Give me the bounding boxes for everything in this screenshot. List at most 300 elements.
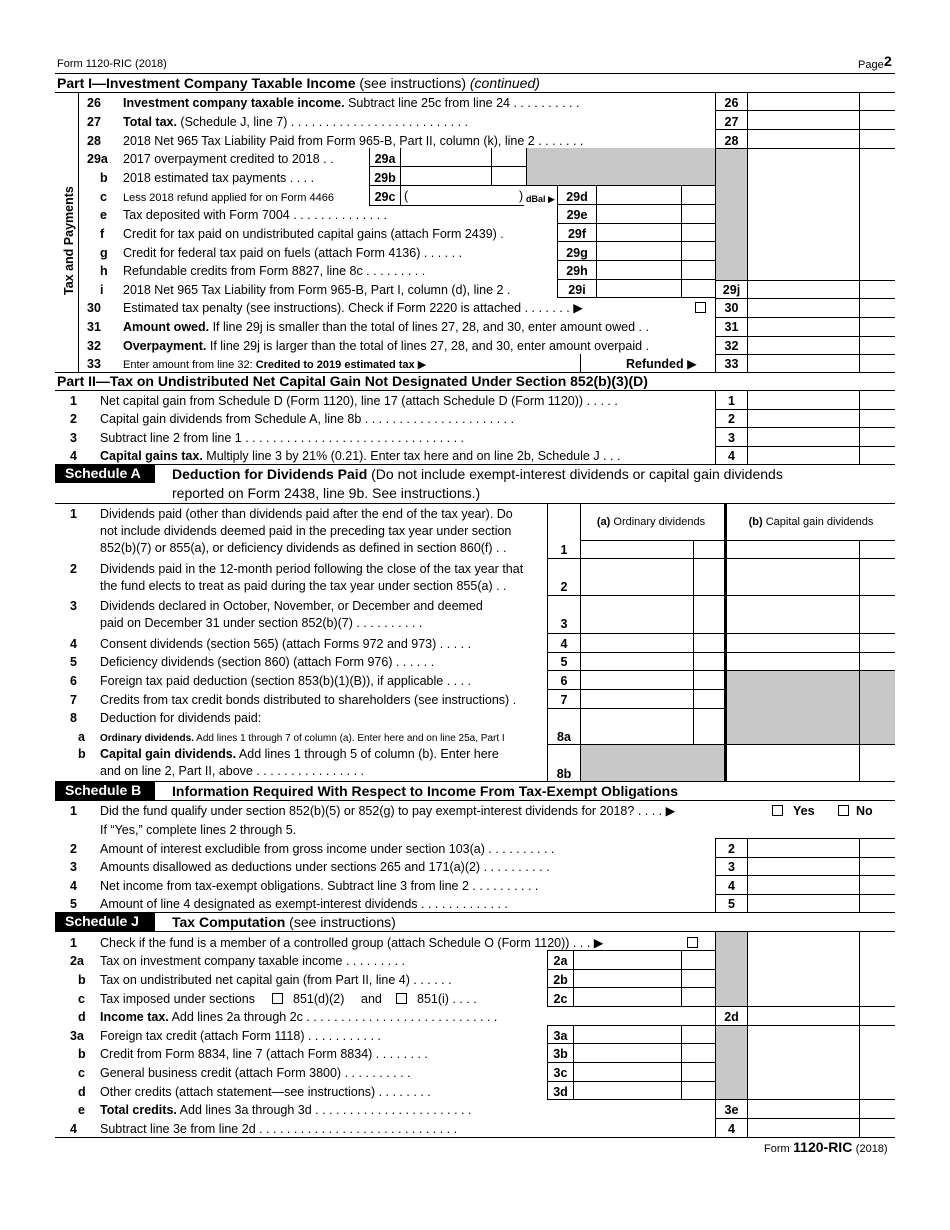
sa-line-6: Foreign tax paid deduction (section 853(b)(1)(B)), if applicable . . . . bbox=[100, 674, 472, 688]
box-label: 2 bbox=[560, 580, 568, 594]
sched-a-rule bbox=[55, 503, 895, 504]
line-text: Amount of line 4 designated as exempt-interest dividends bbox=[100, 897, 418, 911]
line-text: Credit for federal tax paid on fuels (attach Form 4136) bbox=[123, 246, 421, 260]
sa-line-1a: Dividends paid (other than dividends paid after the end of the tax year). Do bbox=[100, 507, 513, 521]
p2-line-1-amount[interactable] bbox=[748, 391, 859, 409]
sb-line-2: Amount of interest excludible from gross income under section 103(a) . . . . . . . . . . bbox=[100, 842, 555, 856]
box-label: 4 bbox=[560, 637, 568, 651]
sj-line-3a: Foreign tax credit (attach Form 1118) . . . . . . . . . . . bbox=[100, 1029, 381, 1043]
box-label: 4 bbox=[728, 1122, 735, 1136]
line-number: 29a bbox=[87, 152, 108, 166]
sched-j-top-rule bbox=[55, 912, 895, 913]
sa-line-5-col-b[interactable] bbox=[728, 653, 859, 670]
sj-line-2b: Tax on undistributed net capital gain (from Part II, line 4) . . . . . . bbox=[100, 973, 452, 987]
line-text: Enter amount from line 32: bbox=[123, 359, 256, 371]
line-29i-text: 2018 Net 965 Tax Liability from Form 965-B, Part I, column (d), line 2 . bbox=[123, 283, 511, 297]
line-number: e bbox=[78, 1103, 85, 1117]
line-text: Add lines 1 through 7 of column (a). Enter here and on line 25a, Part I bbox=[193, 733, 505, 744]
sched-b-top-rule bbox=[55, 781, 895, 782]
col-a-header bbox=[580, 514, 722, 530]
sa-line-8a-col-a[interactable] bbox=[581, 709, 693, 744]
rule bbox=[715, 110, 895, 111]
box-label: 30 bbox=[724, 301, 739, 315]
line-number: 7 bbox=[70, 693, 77, 707]
line-text: Foreign tax credit (attach Form 1118) bbox=[100, 1029, 305, 1043]
sa-line-8b bbox=[100, 746, 499, 762]
box-label: 8a bbox=[557, 730, 571, 744]
sa-line-6-col-a[interactable] bbox=[581, 671, 693, 689]
sj-line-3b: Credit from Form 8834, line 7 (attach Form 8834) . . . . . . . . bbox=[100, 1047, 428, 1061]
line-29e-text: Tax deposited with Form 7004 . . . . . . . . . . . . . . bbox=[123, 208, 388, 222]
form-id: Form 1120-RIC (2018) bbox=[57, 58, 167, 70]
line-text: Consent dividends (section 565) (attach Forms 972 and 973) bbox=[100, 637, 437, 651]
sj-line-3d-amount[interactable] bbox=[574, 1082, 681, 1099]
schedule-a-tag: Schedule A bbox=[55, 465, 155, 483]
sb-line-3-amount[interactable] bbox=[748, 858, 859, 875]
refunded-text: Refunded bbox=[626, 357, 684, 371]
rule bbox=[580, 354, 581, 372]
box-label: 2 bbox=[728, 412, 735, 426]
box-label: 2b bbox=[553, 973, 568, 987]
sec-851d2-checkbox[interactable] bbox=[272, 993, 283, 1004]
box-label: 3 bbox=[728, 431, 735, 445]
sa-line-8b-col-b[interactable] bbox=[728, 745, 859, 781]
line-number: 8 bbox=[70, 711, 77, 725]
line-29b-amount[interactable] bbox=[401, 167, 491, 184]
line-32-text: Overpayment. If line 29j is larger than the total of lines 27, 28, and 30, enter amount overpaid . bbox=[123, 339, 650, 353]
line-27-amount[interactable] bbox=[748, 112, 859, 129]
p2-line-2-amount[interactable] bbox=[748, 410, 859, 427]
line-number: 33 bbox=[87, 357, 101, 371]
line-29e-amount[interactable] bbox=[597, 205, 681, 223]
rule bbox=[859, 671, 860, 744]
line-33-amount[interactable] bbox=[748, 354, 859, 371]
box-label: 29g bbox=[566, 246, 588, 260]
line-text: Capital gain dividends from Schedule A, line 8b bbox=[100, 412, 362, 426]
line-number: i bbox=[100, 283, 104, 297]
line-text: 851(i) bbox=[417, 992, 449, 1006]
line-bold: Ordinary dividends. bbox=[100, 733, 194, 744]
line-29h-text: Refundable credits from Form 8827, line 8c . . . . . . . . . bbox=[123, 264, 426, 278]
line-text: 2018 Net 965 Tax Liability from Form 965-B, Part I, column (d), line 2 bbox=[123, 283, 504, 297]
box-label: 5 bbox=[560, 655, 568, 669]
box-label: 2a bbox=[553, 954, 568, 968]
box-label: 26 bbox=[724, 96, 739, 110]
dbal-text: dBal bbox=[526, 194, 546, 204]
schedule-j-title bbox=[172, 914, 396, 930]
sa-line-1-col-b[interactable] bbox=[728, 541, 859, 558]
line-31-amount[interactable] bbox=[748, 317, 859, 334]
box-label: 3 bbox=[728, 860, 735, 874]
line-text: Other credits (attach statement—see instructions) bbox=[100, 1085, 376, 1099]
sa-line-1b: not include dividends deemed paid in the preceding tax year under section bbox=[100, 524, 512, 538]
box-label: 29f bbox=[567, 227, 587, 241]
line-text: Add lines 1 through 5 of column (b). Enter here bbox=[236, 747, 499, 761]
part1-title-bold: Part I—Investment Company Taxable Income bbox=[57, 75, 356, 91]
line-number: 2 bbox=[70, 412, 77, 426]
box-label: 29j bbox=[722, 283, 741, 297]
col-b-text: Capital gain dividends bbox=[762, 516, 874, 528]
box-label: 31 bbox=[724, 320, 739, 334]
line-29d-amount[interactable] bbox=[597, 186, 681, 204]
line-29f-text: Credit for tax paid on undistributed capital gains (attach Form 2439) . bbox=[123, 227, 504, 241]
line-30-text: Estimated tax penalty (see instructions). Check if Form 2220 is attached . . . . . . . ▶ bbox=[123, 301, 583, 315]
line-number: 4 bbox=[70, 879, 77, 893]
sj-line-3e-amount[interactable] bbox=[748, 1100, 859, 1118]
bottom-rule bbox=[55, 1137, 895, 1138]
line-number: a bbox=[78, 730, 85, 744]
line-text: 852(b)(7) or 855(a), or deficiency dividends as defined in section 860(f) bbox=[100, 541, 493, 555]
schedule-b-tag: Schedule B bbox=[55, 782, 155, 800]
col-b-header bbox=[727, 514, 895, 530]
sb-line-5-amount[interactable] bbox=[748, 895, 859, 912]
part1-title bbox=[57, 75, 540, 91]
sa-line-4-col-b[interactable] bbox=[728, 634, 859, 652]
line-text: Add lines 2a through 2c bbox=[168, 1010, 303, 1024]
sa-line-2-col-b[interactable] bbox=[728, 559, 859, 595]
box-label: 3a bbox=[553, 1029, 568, 1043]
line-29a-text: 2017 overpayment credited to 2018 . . bbox=[123, 152, 334, 166]
line-bold: Amount owed. bbox=[123, 320, 210, 334]
line-26-amount[interactable] bbox=[748, 93, 859, 110]
sa-line-7: Credits from tax credit bonds distributed to shareholders (see instructions) . bbox=[100, 693, 517, 707]
sa-line-2-col-a[interactable] bbox=[581, 559, 693, 595]
p2-line-4-text: Capital gains tax. Multiply line 3 by 21% (0.21). Enter tax here and on line 2b, Schedule J . . . bbox=[100, 449, 621, 463]
title-bold: Tax Computation bbox=[172, 914, 286, 930]
sb-line-4-amount[interactable] bbox=[748, 876, 859, 894]
sa-line-4-col-a[interactable] bbox=[581, 634, 693, 652]
line-number: 32 bbox=[87, 339, 101, 353]
line-text: the fund elects to treat as paid during the tax year under section 855(a) bbox=[100, 579, 493, 593]
title-bold: Deduction for Dividends Paid bbox=[172, 466, 368, 482]
line-29b-text: 2018 estimated tax payments . . . . bbox=[123, 171, 315, 185]
no-label: No bbox=[856, 804, 873, 818]
col-b-label: (b) bbox=[748, 516, 763, 528]
shaded-j-2 bbox=[716, 1025, 747, 1099]
credited-2019-amount[interactable] bbox=[470, 355, 580, 371]
line-text: Deficiency dividends (section 860) (attach Form 976) bbox=[100, 655, 393, 669]
controlled-group-checkbox[interactable] bbox=[687, 937, 698, 948]
box-label: 29d bbox=[566, 190, 588, 204]
sched-b-rule bbox=[55, 800, 895, 801]
shaded-j-1 bbox=[716, 932, 747, 1006]
box-label: 3d bbox=[553, 1085, 568, 1099]
line-number: h bbox=[100, 264, 108, 278]
sj-line-2c bbox=[100, 991, 255, 1007]
line-number: 1 bbox=[70, 394, 77, 408]
sa-line-5: Deficiency dividends (section 860) (attach Form 976) . . . . . . bbox=[100, 655, 435, 669]
line-28-amount[interactable] bbox=[748, 130, 859, 147]
line-text: 2017 overpayment credited to 2018 bbox=[123, 152, 320, 166]
sched-a-top-rule bbox=[55, 464, 895, 465]
box-label: 29c bbox=[374, 190, 396, 204]
sb-line-4: Net income from tax-exempt obligations. Subtract line 3 from line 2 . . . . . . . . . . bbox=[100, 879, 539, 893]
line-30-amount[interactable] bbox=[748, 298, 859, 315]
schedule-b-title: Information Required With Respect to Income From Tax-Exempt Obligations bbox=[172, 783, 678, 799]
line-27-text: Total tax. (Schedule J, line 7) . . . . . . . . . . . . . . . . . . . . . . . . . . bbox=[123, 115, 469, 129]
line-number: 2 bbox=[70, 562, 77, 576]
col-a-label: (a) bbox=[596, 516, 611, 528]
sa-line-1c: 852(b)(7) or 855(a), or deficiency dividends as defined in section 860(f) . . bbox=[100, 541, 507, 555]
line-bold: Investment company taxable income. bbox=[123, 96, 345, 110]
line-29c-text: Less 2018 refund applied for on Form 4466 bbox=[123, 192, 334, 204]
box-label: 28 bbox=[724, 134, 739, 148]
sb-line-3: Amounts disallowed as deductions under sections 265 and 171(a)(2) . . . . . . . . . . bbox=[100, 860, 550, 874]
p2-line-3-amount[interactable] bbox=[748, 428, 859, 446]
line-number: 4 bbox=[70, 449, 77, 463]
line-number: c bbox=[78, 992, 85, 1006]
box-label: 33 bbox=[724, 357, 739, 371]
line-text: Tax on undistributed net capital gain (from Part II, line 4) bbox=[100, 973, 410, 987]
line-text: Tax on investment company taxable income bbox=[100, 954, 343, 968]
line-number: 28 bbox=[87, 134, 101, 148]
sj-line-2b-amount[interactable] bbox=[574, 970, 681, 987]
line-number: e bbox=[100, 208, 107, 222]
sec-851i-checkbox[interactable] bbox=[396, 993, 407, 1004]
schedule-j-tag: Schedule J bbox=[55, 913, 155, 931]
no-checkbox[interactable] bbox=[838, 805, 849, 816]
line-text: and on line 2, Part II, above bbox=[100, 764, 253, 778]
sb-line-1-note: If “Yes,” complete lines 2 through 5. bbox=[100, 823, 297, 837]
box-label: 29h bbox=[566, 264, 588, 278]
line-number: c bbox=[78, 1066, 85, 1080]
line-bold: Capital gain dividends. bbox=[100, 747, 237, 761]
rule bbox=[715, 148, 895, 149]
line-bold: Total credits. bbox=[100, 1103, 177, 1117]
sa-line-2b: the fund elects to treat as paid during the tax year under section 855(a) . . bbox=[100, 579, 507, 593]
line-text: Amount of interest excludible from gross income under section 103(a) bbox=[100, 842, 485, 856]
box-label: 5 bbox=[728, 897, 735, 911]
sa-line-8b-2: and on line 2, Part II, above . . . . . . . . . . . . . . . . bbox=[100, 764, 365, 778]
line-text: Net capital gain from Schedule D (Form 1120), line 17 (attach Schedule D (Form 1120)) bbox=[100, 394, 584, 408]
shaded-29a-29b bbox=[526, 148, 715, 185]
line-text: Foreign tax paid deduction (section 853(b)(1)(B)), if applicable bbox=[100, 674, 444, 688]
sj-line-3c-amount[interactable] bbox=[574, 1063, 681, 1081]
box-label: 2d bbox=[724, 1010, 739, 1024]
box-label: 1 bbox=[560, 543, 568, 557]
box-label: 8b bbox=[556, 767, 572, 781]
rule bbox=[715, 129, 895, 130]
box-label: 6 bbox=[560, 674, 568, 688]
line-text: Net income from tax-exempt obligations. Subtract line 3 from line 2 bbox=[100, 879, 469, 893]
line-text: If line 29j is larger than the total of lines 27, 28, and 30, enter amount overpaid bbox=[206, 339, 643, 353]
footer-form-name: 1120-RIC bbox=[793, 1139, 853, 1155]
line-number: 5 bbox=[70, 897, 77, 911]
line-text: Estimated tax penalty (see instructions). Check if Form 2220 is attached bbox=[123, 301, 522, 315]
header-rule bbox=[55, 73, 895, 74]
line-29f-amount[interactable] bbox=[597, 224, 681, 241]
box-label: 3 bbox=[560, 617, 568, 631]
line-bold: Credited to 2019 estimated tax bbox=[255, 359, 415, 371]
line-text: paid on December 31 under section 852(b)(7) bbox=[100, 616, 353, 630]
box-label: 3c bbox=[553, 1066, 568, 1080]
sj-line-2d-amount[interactable] bbox=[748, 1007, 859, 1025]
line-number: 30 bbox=[87, 301, 101, 315]
line-text: Credit from Form 8834, line 7 (attach Form 8834) bbox=[100, 1047, 373, 1061]
sec-851d2-label: 851(d)(2) bbox=[293, 992, 345, 1006]
line-text: If line 29j is smaller than the total of lines 27, 28, and 30, enter amount owed bbox=[209, 320, 636, 334]
line-number: 4 bbox=[70, 1122, 77, 1136]
box-label: 3b bbox=[553, 1047, 568, 1061]
form-2220-checkbox[interactable] bbox=[695, 302, 706, 313]
line-32-amount[interactable] bbox=[748, 336, 859, 353]
line-number: b bbox=[100, 171, 108, 185]
line-number: b bbox=[78, 747, 86, 761]
rule bbox=[693, 745, 694, 781]
box-label: 2c bbox=[553, 992, 568, 1006]
p1-cents-rule bbox=[859, 92, 860, 372]
sj-line-2a-amount[interactable] bbox=[574, 951, 681, 969]
side-divider bbox=[78, 92, 79, 372]
sb-line-2-amount[interactable] bbox=[748, 839, 859, 857]
p2-line-3-text: Subtract line 2 from line 1 . . . . . . . . . . . . . . . . . . . . . . . . . . . . . . . . bbox=[100, 431, 465, 445]
p1-shaded-box-col bbox=[716, 148, 747, 280]
rule bbox=[369, 205, 524, 206]
line-29i-amount[interactable] bbox=[597, 280, 681, 297]
line-bold: Total tax. bbox=[123, 115, 177, 129]
line-number: 26 bbox=[87, 96, 101, 110]
sj-line-2a: Tax on investment company taxable income . . . . . . . . . bbox=[100, 954, 406, 968]
rule bbox=[715, 298, 895, 299]
title-normal: (Do not include exempt-interest dividends or capital gain dividends bbox=[367, 466, 783, 482]
box-label: 4 bbox=[728, 879, 735, 893]
line-text: Multiply line 3 by 21% (0.21). Enter tax here and on line 2b, Schedule J bbox=[202, 449, 600, 463]
line-number: 3 bbox=[70, 431, 77, 445]
p2-line-2-text: Capital gain dividends from Schedule A, line 8b . . . . . . . . . . . . . . . . . . . . . . bbox=[100, 412, 515, 426]
line-number: 1 bbox=[70, 507, 77, 521]
refunded-label: Refunded ▶ bbox=[626, 357, 697, 371]
shaded-col-b-6-8a bbox=[727, 671, 895, 744]
sj-line-3a-amount[interactable] bbox=[574, 1026, 681, 1043]
line-number: 4 bbox=[70, 637, 77, 651]
rule bbox=[715, 336, 895, 337]
line-number: b bbox=[78, 1047, 86, 1061]
sj-line-2c-amount[interactable] bbox=[574, 988, 681, 1006]
sj-line-3b-amount[interactable] bbox=[574, 1044, 681, 1062]
line-29j-amount[interactable] bbox=[748, 280, 859, 297]
box-label: 29a bbox=[374, 152, 396, 166]
part2-title: Part II—Tax on Undistributed Net Capital Gain Not Designated Under Section 852(b)(3)(D) bbox=[57, 373, 648, 389]
line-text: General business credit (attach Form 3800) bbox=[100, 1066, 342, 1080]
part1-title-italic: (continued) bbox=[469, 75, 540, 91]
sa-line-3a: Dividends declared in October, November, or December and deemed bbox=[100, 599, 483, 613]
box-label: 32 bbox=[724, 339, 739, 353]
tax-and-payments-label: Tax and Payments bbox=[62, 186, 76, 295]
line-29g-amount[interactable] bbox=[597, 242, 681, 260]
line-28-text: 2018 Net 965 Tax Liability Paid from Form 965-B, Part II, column (k), line 2 . . . . . . . bbox=[123, 134, 584, 148]
line-number: 1 bbox=[70, 936, 77, 950]
rule bbox=[715, 354, 895, 355]
sj-line-3c: General business credit (attach Form 3800) . . . . . . . . . . bbox=[100, 1066, 411, 1080]
box-label: 4 bbox=[728, 449, 735, 463]
line-number: c bbox=[100, 190, 107, 204]
line-text: Refundable credits from Form 8827, line 8c bbox=[123, 264, 363, 278]
line-number: f bbox=[100, 227, 105, 241]
sj-line-3d: Other credits (attach statement—see instructions) . . . . . . . . bbox=[100, 1085, 431, 1099]
line-31-text: Amount owed. If line 29j is smaller than the total of lines 27, 28, and 30, enter amount owed . . bbox=[123, 320, 649, 334]
box-label: 29i bbox=[568, 283, 586, 297]
line-29h-amount[interactable] bbox=[597, 261, 681, 279]
paren-open: ( bbox=[404, 189, 409, 203]
line-29c-amount[interactable] bbox=[410, 186, 515, 204]
footer-form-id bbox=[764, 1139, 888, 1157]
sb-line-1: Did the fund qualify under section 852(b)(5) or 852(g) to pay exempt-interest dividends for 2018? . . . . ▶ bbox=[100, 804, 676, 818]
line-text: Tax deposited with Form 7004 bbox=[123, 208, 290, 222]
line-number: g bbox=[100, 246, 108, 260]
schedule-a-title-line2: reported on Form 2438, line 9b. See instructions.) bbox=[172, 485, 481, 501]
sj-line-2d: Income tax. Add lines 2a through 2c . . . . . . . . . . . . . . . . . . . . . . . . . . . . bbox=[100, 1010, 498, 1024]
and-label: and bbox=[361, 992, 382, 1006]
line-26-text: Investment company taxable income. Subtract line 25c from line 24 . . . . . . . . . . bbox=[123, 96, 580, 110]
sj-line-4: Subtract line 3e from line 2d . . . . . . . . . . . . . . . . . . . . . . . . . . . . . bbox=[100, 1122, 458, 1136]
sa-line-1-col-a[interactable] bbox=[581, 541, 693, 558]
sa-line-3-col-a[interactable] bbox=[581, 596, 693, 633]
page-number: 2 bbox=[884, 53, 892, 69]
footer-prefix: Form bbox=[764, 1143, 790, 1155]
box-label: 3e bbox=[724, 1103, 739, 1117]
line-number: d bbox=[78, 1010, 86, 1024]
sa-line-7-col-a[interactable] bbox=[581, 690, 693, 708]
title-normal: (see instructions) bbox=[285, 914, 396, 930]
sa-line-3-col-b[interactable] bbox=[728, 596, 859, 633]
sa-line-8: Deduction for dividends paid: bbox=[100, 711, 262, 725]
line-number: d bbox=[78, 1085, 86, 1099]
box-label: 7 bbox=[560, 693, 568, 707]
line-29a-amount[interactable] bbox=[401, 149, 491, 166]
line-number: 5 bbox=[70, 655, 77, 669]
footer-year: (2018) bbox=[855, 1143, 888, 1155]
box-label: 27 bbox=[724, 115, 739, 129]
line-text: Credit for tax paid on undistributed capital gains (attach Form 2439) bbox=[123, 227, 497, 241]
line-text: Check if the fund is a member of a controlled group (attach Schedule O (Form 1120)) bbox=[100, 936, 570, 950]
rule bbox=[526, 148, 527, 185]
box-label: 1 bbox=[728, 394, 735, 408]
schedule-a-title bbox=[172, 466, 783, 482]
rule bbox=[715, 317, 895, 318]
sb-line-5: Amount of line 4 designated as exempt-interest dividends . . . . . . . . . . . . . bbox=[100, 897, 508, 911]
sa-line-4: Consent dividends (section 565) (attach Forms 972 and 973) . . . . . bbox=[100, 637, 472, 651]
line-text: Credits from tax credit bonds distributed to shareholders (see instructions) bbox=[100, 693, 510, 707]
sj-line-4-amount[interactable] bbox=[748, 1119, 859, 1137]
sa-line-5-col-a[interactable] bbox=[581, 653, 693, 670]
page-label: Page bbox=[858, 59, 884, 71]
sa-line-8a bbox=[100, 731, 505, 747]
p2-line-4-amount[interactable] bbox=[748, 447, 859, 464]
part1-title-normal: (see instructions) bbox=[355, 75, 470, 91]
line-text: Add lines 3a through 3d bbox=[176, 1103, 312, 1117]
p2-line-1-text: Net capital gain from Schedule D (Form 1120), line 17 (attach Schedule D (Form 1120)) . . . . . bbox=[100, 394, 618, 408]
sa-line-2a: Dividends paid in the 12-month period following the close of the tax year that bbox=[100, 562, 524, 576]
line-number: 31 bbox=[87, 320, 101, 334]
box-label: 2 bbox=[728, 842, 735, 856]
line-bold: Overpayment. bbox=[123, 339, 207, 353]
yes-checkbox[interactable] bbox=[772, 805, 783, 816]
line-29g-text: Credit for federal tax paid on fuels (attach Form 4136) . . . . . . bbox=[123, 246, 463, 260]
line-text: 2018 estimated tax payments bbox=[123, 171, 287, 185]
line-bold: Capital gains tax. bbox=[100, 449, 203, 463]
line-text: Subtract line 2 from line 1 bbox=[100, 431, 242, 445]
line-number: 1 bbox=[70, 804, 77, 818]
line-text: Amounts disallowed as deductions under sections 265 and 171(a)(2) bbox=[100, 860, 481, 874]
line-text: Subtract line 25c from line 24 bbox=[344, 96, 510, 110]
line-text: Subtract line 3e from line 2d bbox=[100, 1122, 256, 1136]
line-33-text: Enter amount from line 32: Credited to 2019 estimated tax ▶ bbox=[123, 359, 427, 371]
sec-851i-label: 851(i) . . . . bbox=[417, 992, 477, 1006]
col-a-text: Ordinary dividends bbox=[610, 516, 706, 528]
line-number: 3a bbox=[70, 1029, 84, 1043]
line-number: 2a bbox=[70, 954, 84, 968]
line-number: b bbox=[78, 973, 86, 987]
